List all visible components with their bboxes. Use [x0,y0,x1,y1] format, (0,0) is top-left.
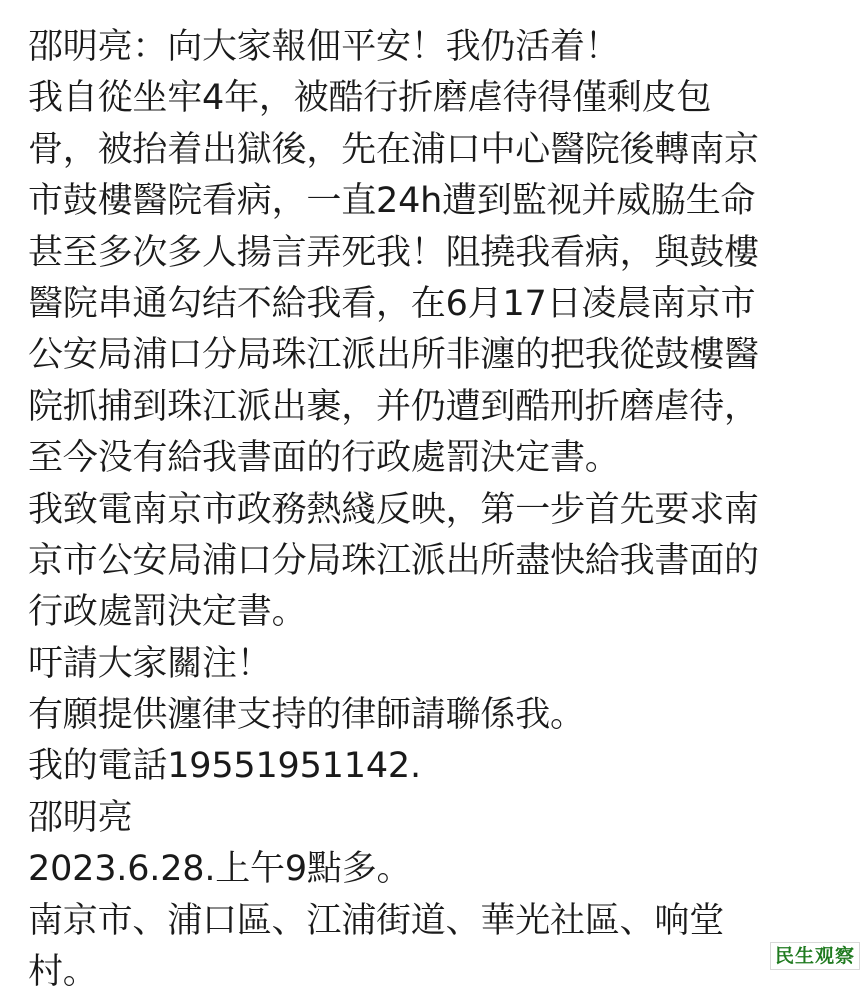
post-text-line: 至今没有給我書面的行政處罰決定書。 [28,438,620,479]
phone-number-line: 我的電話19551951142. [28,746,421,787]
post-text-line: 骨，被抬着出獄後，先在浦口中心醫院後轉南京 [28,129,759,170]
post-text-line: 吁請大家關注！ [28,643,272,684]
address-line: 南京市、浦口區、江浦街道、華光社區、响堂 [28,900,725,941]
date-line: 2023.6.28.上午9點多。 [28,849,412,890]
post-text-line: 行政處罰決定書。 [28,592,307,633]
post-title-line: 邵明亮：向大家報佃平安！我仍活着！ [28,27,620,67]
post-text-block [28,22,838,998]
watermark-label: 民生观察 [770,942,860,970]
address-line: 村。 [28,952,98,993]
post-text-line: 我致電南京市政務熱綫反映，第一步首先要求南 [28,489,759,530]
post-text-line: 院抓捕到珠江派出裹，并仍遭到酷刑折磨虐待， [28,386,759,427]
post-text-line: 京市公安局浦口分局珠江派出所盡快給我書面的 [28,540,759,581]
post-text-line: 醫院串通勾结不給我看，在6月17日凌晨南京市 [28,283,756,324]
post-text-line: 我自從坐牢4年，被酷行折磨虐待得僅剩皮包 [28,78,712,119]
post-text-line: 公安局浦口分局珠江派出所非瀍的把我從鼓樓醫 [28,335,759,376]
signature-name-line: 邵明亮 [28,797,133,838]
post-text-line: 甚至多次多人揚言弄死我！阻撓我看病，與鼓樓 [28,232,759,273]
post-text-line: 有願提供瀍律支持的律師請聯係我。 [28,695,585,736]
post-text-line: 市鼓樓醫院看病，一直24h遭到監视并威脇生命 [28,181,756,222]
